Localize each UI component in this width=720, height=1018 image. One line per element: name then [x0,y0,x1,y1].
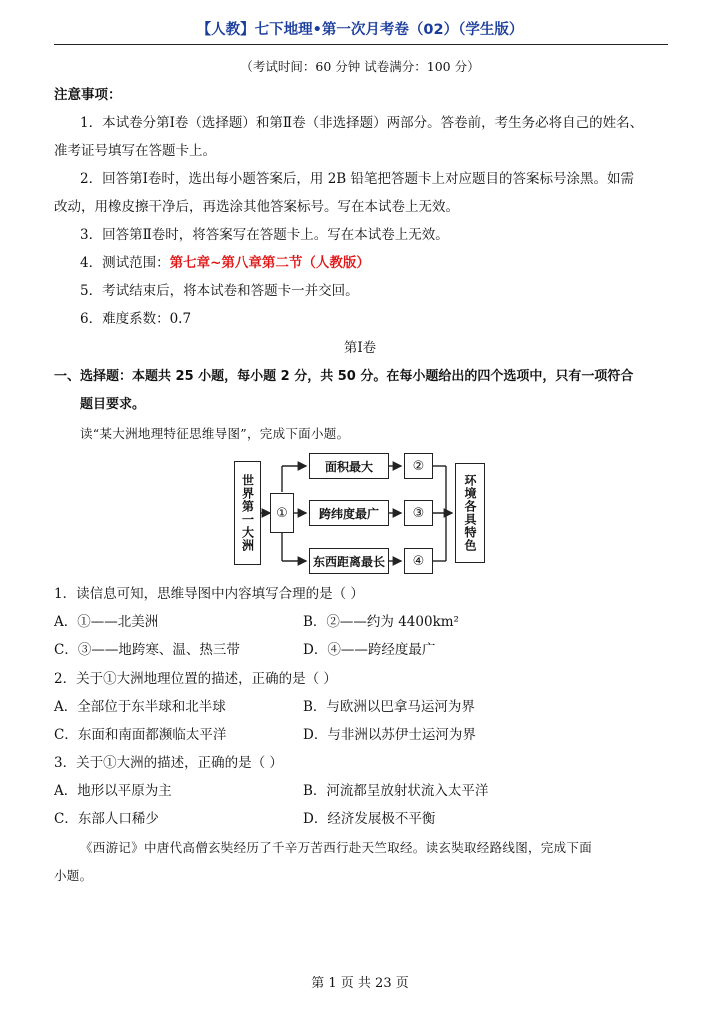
question-3-stem: 3．关于①大洲的描述，正确的是（ ） [54,755,283,771]
question-2-option-b: B．与欧洲以巴拿马运河为界 [303,699,475,715]
notice-item-4-label: 4．测试范围： [80,255,170,271]
page-number: 第 1 页 共 23 页 [311,976,409,991]
mind-map-diagram [232,449,494,577]
question-3-option-b: B．河流都呈放射状流入太平洋 [303,783,489,799]
environment-box: 环境各具特色 [455,463,485,563]
blank-4: ④ [404,548,433,574]
volume-title: 第Ⅰ卷 [343,340,377,356]
question-3-option-d: D．经济发展极不平衡 [303,811,436,827]
question-1-option-d: D．④——跨经度最广 [303,642,436,658]
notice-item-2: 2．回答第Ⅰ卷时，选出每小题答案后，用 2B 铅笔把答题卡上对应题目的答案标号涂黑。如需 [80,171,635,187]
title-divider [54,44,668,45]
question-2-stem: 2．关于①大洲地理位置的描述，正确的是（ ） [54,671,337,687]
test-scope: 第七章~第八章第二节（人教版） [169,255,370,271]
exam-info: （考试时间：60 分钟 试卷满分：100 分） [240,59,480,74]
notice-item-1-cont: 准考证号填写在答题卡上。 [54,143,216,159]
question-3-option-a: A．地形以平原为主 [54,783,172,799]
question-3-option-c: C．东部人口稀少 [54,811,159,827]
question-intro-2-cont: 小题。 [54,868,93,883]
feature-latitude-span: 跨纬度最广 [309,500,389,526]
notice-item-1: 1．本试卷分第Ⅰ卷（选择题）和第Ⅱ卷（非选择题）两部分。答卷前，考生务必将自己的姓名、 [80,115,644,131]
question-2-option-c: C．东面和南面都濒临太平洋 [54,727,227,743]
question-1-option-c: C．③——地跨寒、温、热三带 [54,642,240,658]
document-title: 【人教】七下地理•第一次月考卷（02）（学生版） [196,22,524,38]
notice-item-6: 6．难度系数：0.7 [80,311,192,327]
question-1-option-a: A．①——北美洲 [54,614,159,630]
question-intro-2: 《西游记》中唐代高僧玄奘经历了千辛万苦西行赴天竺取经。读玄奘取经路线图，完成下面 [80,840,593,855]
question-2-option-d: D．与非洲以苏伊士运河为界 [303,727,476,743]
section-heading: 一、选择题：本题共 25 小题，每小题 2 分，共 50 分。在每小题给出的四个选项中，只有一项符合 [54,369,634,384]
notice-item-5: 5．考试结束后，将本试卷和答题卡一并交回。 [80,283,359,299]
section-heading-cont: 题目要求。 [80,397,146,412]
notice-item-2-cont: 改动，用橡皮擦干净后，再选涂其他答案标号。写在本试卷上无效。 [54,199,459,215]
continent-box: 世界第一大洲 [234,461,261,565]
feature-largest-area: 面积最大 [309,453,389,479]
blank-3: ③ [404,500,433,526]
question-1-option-b: B．②——约为 4400km² [303,614,459,630]
notice-heading: 注意事项： [54,87,122,103]
notice-item-3: 3．回答第Ⅱ卷时，将答案写在答题卡上。写在本试卷上无效。 [80,227,449,243]
continent-placeholder-1: ① [270,493,294,533]
question-1-stem: 1．读信息可知，思维导图中内容填写合理的是（ ） [54,586,364,602]
question-intro: 读“某大洲地理特征思维导图”，完成下面小题。 [80,426,350,441]
notice-item-4 [80,253,370,273]
blank-2: ② [404,453,433,479]
question-2-option-a: A．全部位于东半球和北半球 [54,699,226,715]
feature-east-west-distance: 东西距离最长 [309,548,389,574]
